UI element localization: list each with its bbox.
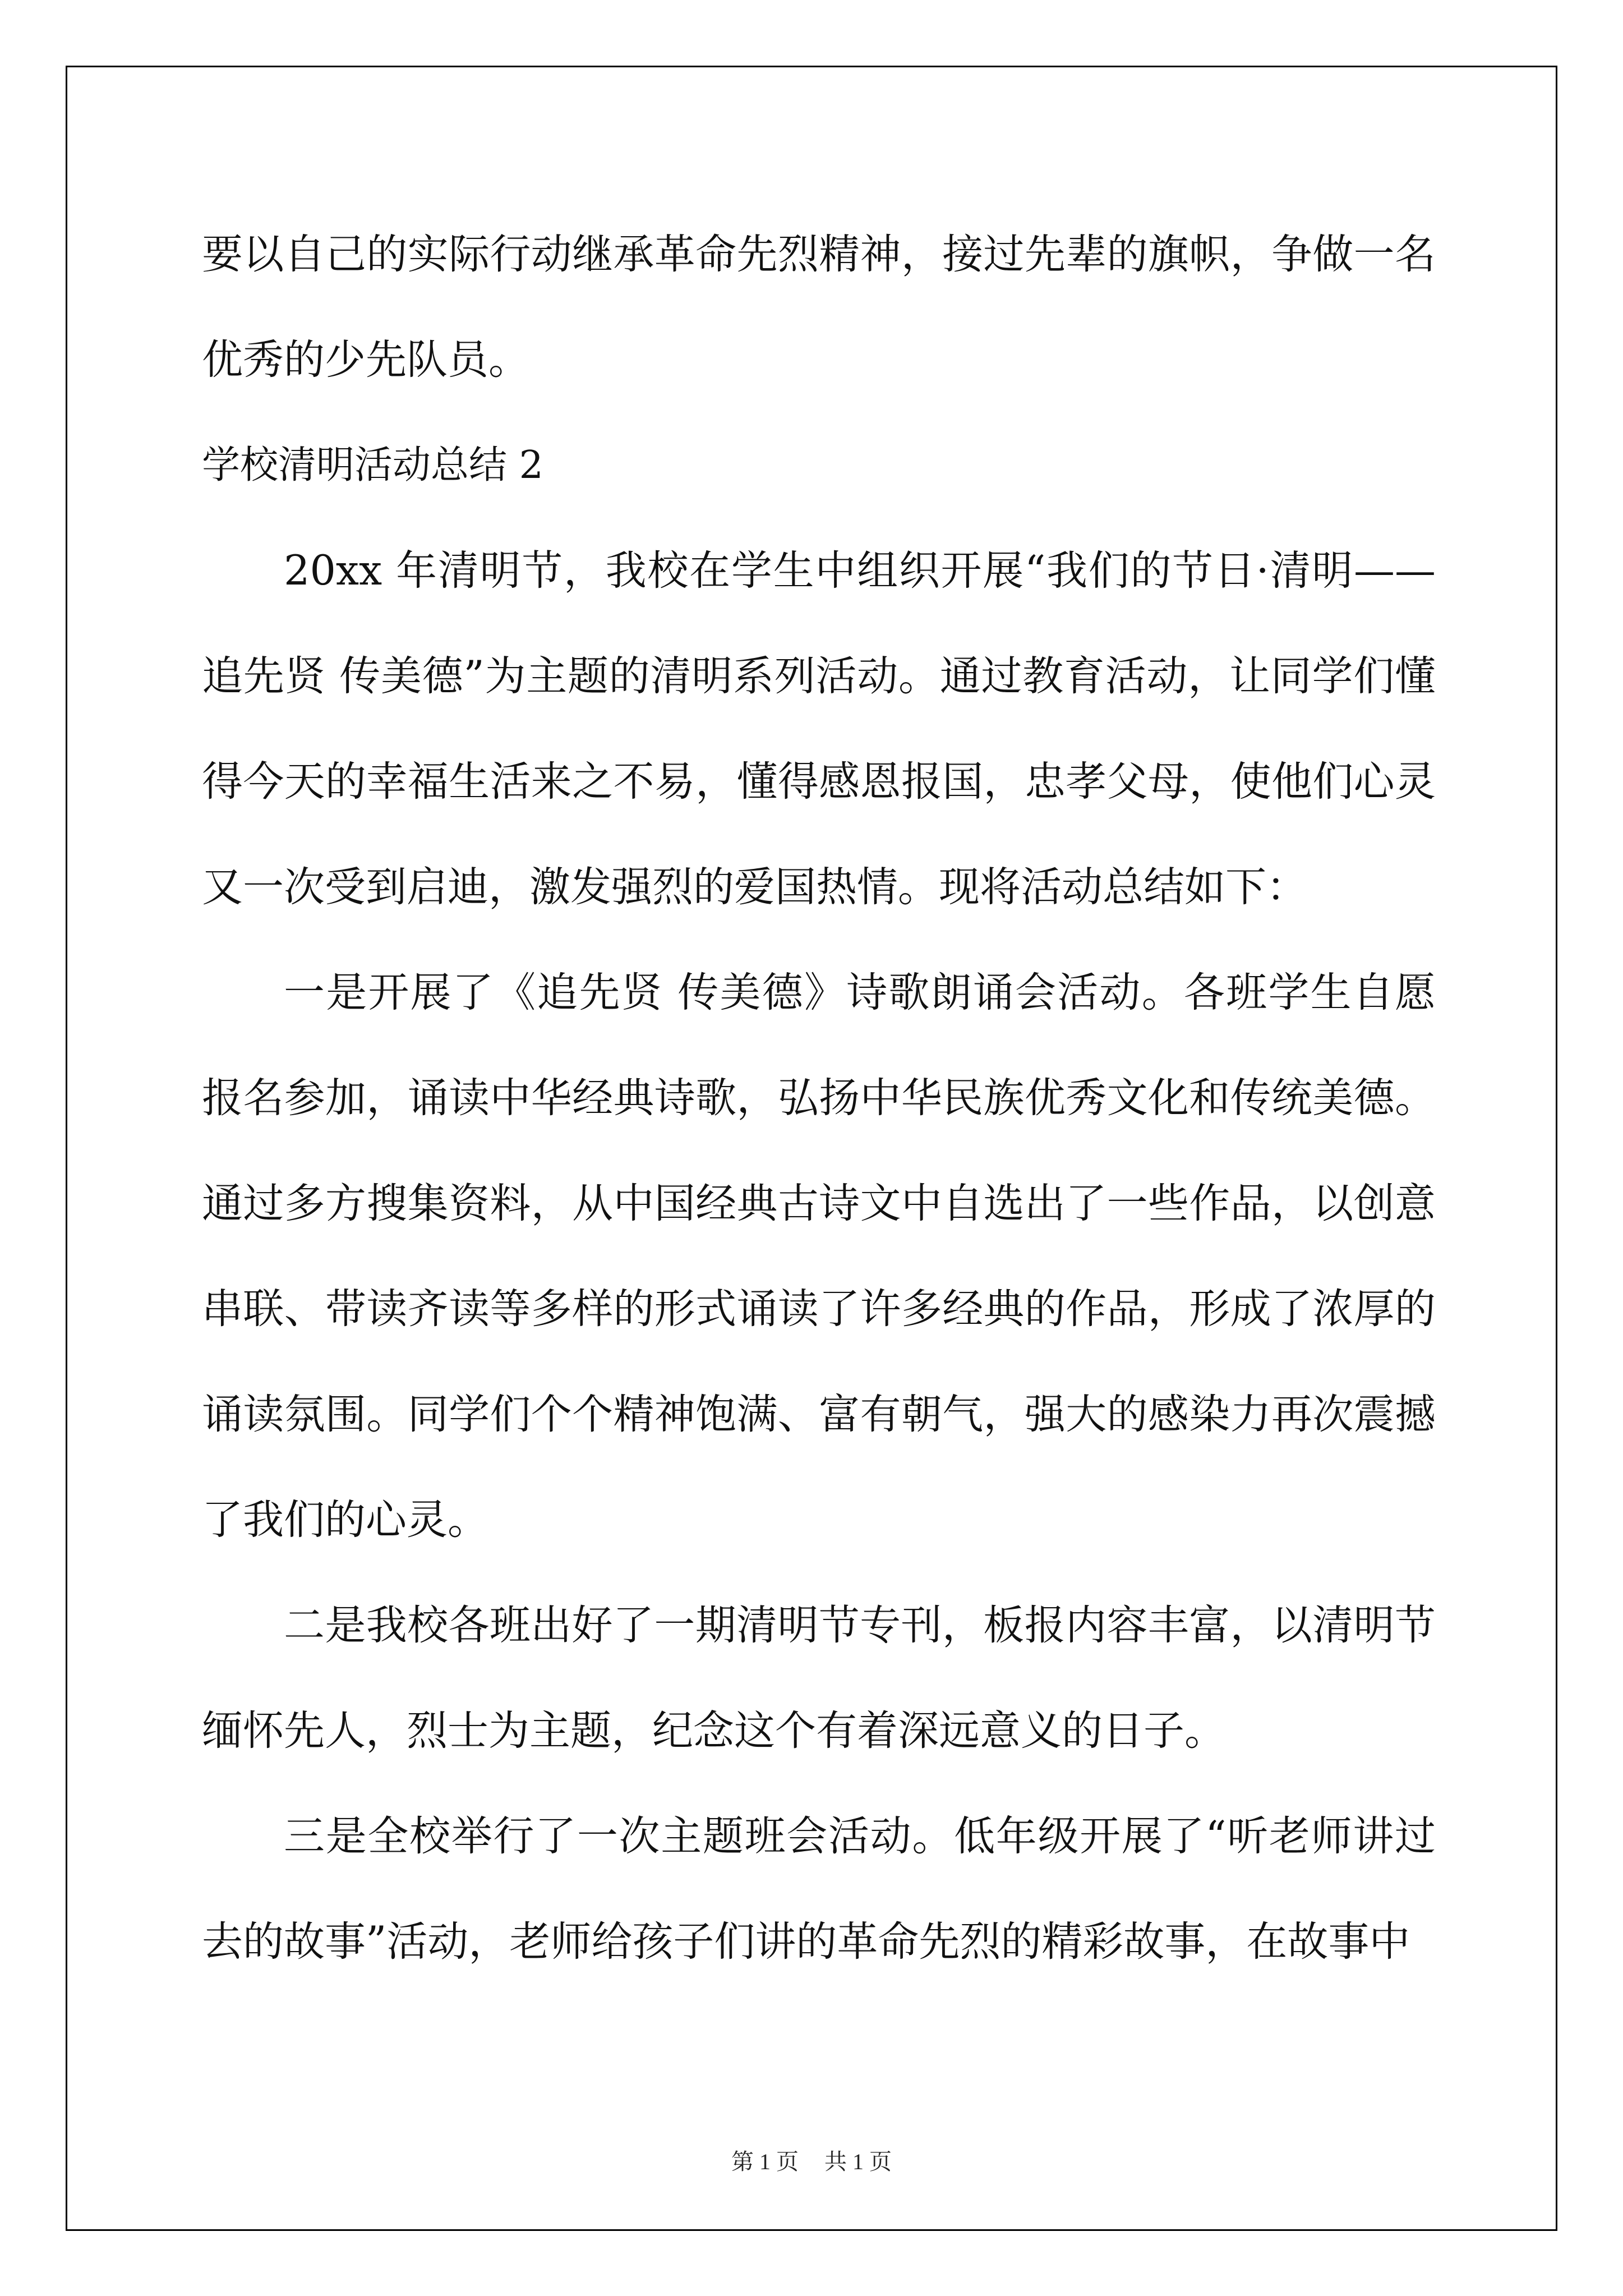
document-body: [202, 202, 1436, 1995]
paragraph-activity-two: 二是我校各班出好了一期清明节专刊，板报内容丰富，以清明节缅怀先人，烈士为主题，纪念这个有着深远意义的日子。: [202, 1602, 1436, 1755]
page-number: 第 1 页: [731, 2149, 799, 2174]
page-total: 共 1 页: [824, 2149, 892, 2174]
paragraph-intro: 20xx 年清明节，我校在学生中组织开展“我们的节日·清明——追先贤 传美德”为主题的清明系列活动。通过教育活动，让同学们懂得今天的幸福生活来之不易，懂得感恩报国，忠孝父母，使他们心灵又一次受到启迪，激发强烈的爱国热情。现将活动总结如下：: [202, 547, 1436, 911]
paragraph-activity-one: 一是开展了《追先贤 传美德》诗歌朗诵会活动。各班学生自愿报名参加，诵读中华经典诗歌，弘扬中华民族优秀文化和传统美德。通过多方搜集资料，从中国经典古诗文中自选出了一些作品，以创意串联、带读齐读等多样的形式诵读了许多经典的作品，形成了浓厚的诵读氛围。同学们个个精神饱满、富有朝气，强大的感染力再次震撼了我们的心灵。: [202, 969, 1436, 1544]
section-heading: 学校清明活动总结 2: [202, 443, 543, 487]
paragraph-activity-three: 三是全校举行了一次主题班会活动。低年级开展了“听老师讲过去的故事”活动，老师给孩子们讲的革命先烈的精彩故事，在故事中: [202, 1812, 1436, 1966]
page-footer: [0, 2144, 1623, 2176]
paragraph-continuation: 要以自己的实际行动继承革命先烈精神，接过先辈的旗帜，争做一名优秀的少先队员。: [202, 231, 1436, 384]
